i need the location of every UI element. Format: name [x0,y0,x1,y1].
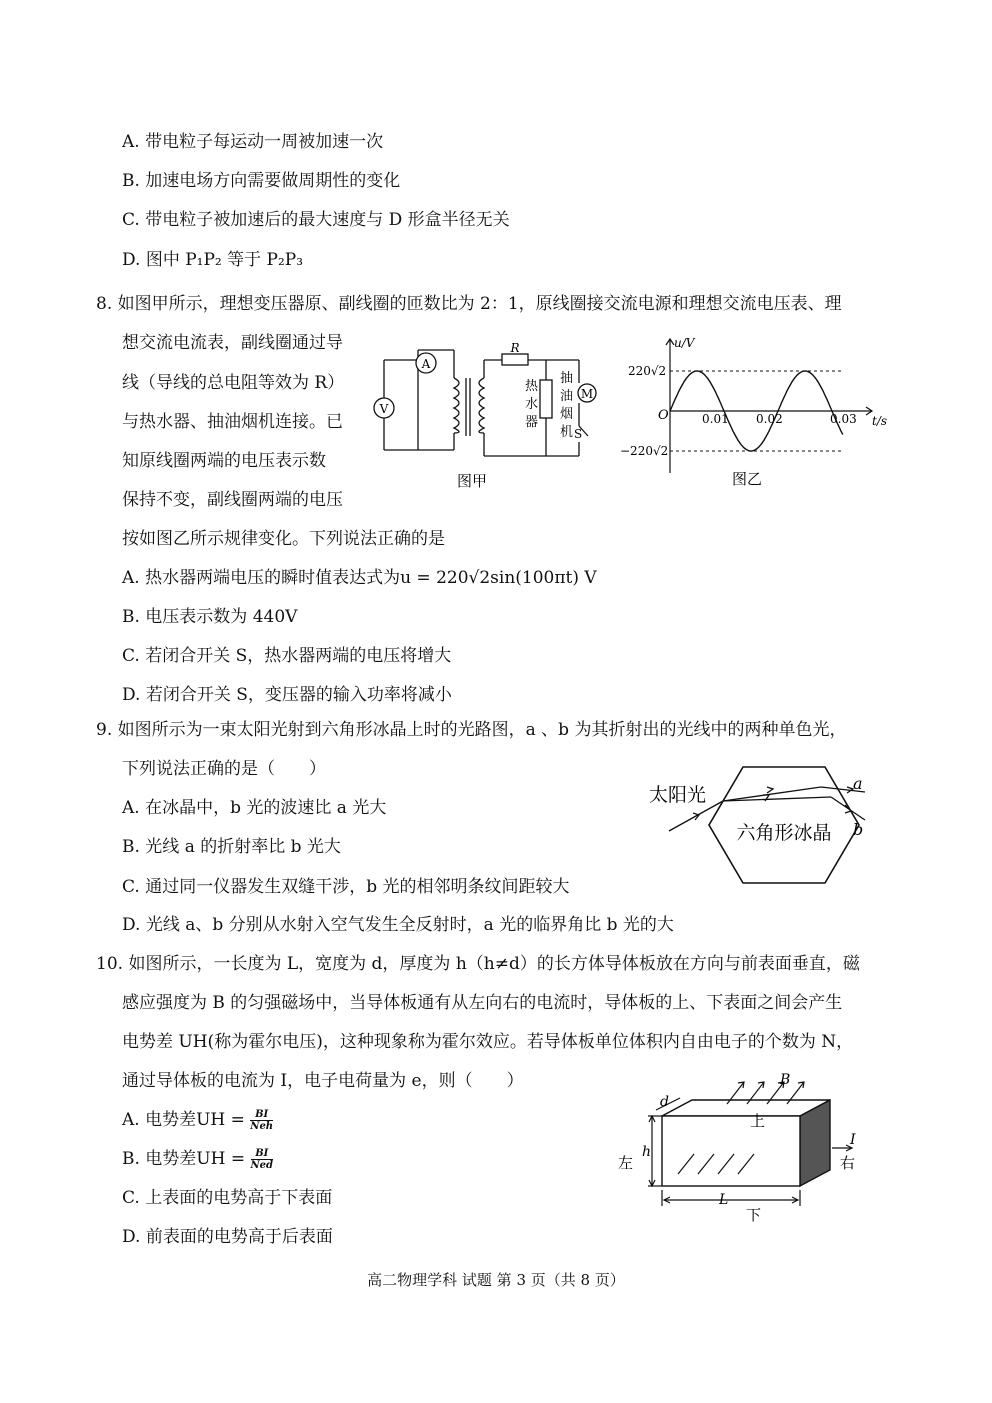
graph-ylabel: u/V [674,336,695,350]
q9-stem-2: 下列说法正确的是（ ） [122,759,326,779]
hall-left-label: 左 [618,1154,634,1172]
figure-jia-circuit [374,338,604,493]
graph-xtick-1: 0.01 [702,412,729,426]
q10-option-b-prefix: B. 电势差UH = [122,1149,251,1169]
heater-label-3: 器 [525,415,539,430]
graph-xlabel: t/s [872,414,888,428]
q10-stem-2: 感应强度为 B 的匀强磁场中，当导体板通有从左向右的电流时，导体板的上、下表面之间会产生 [122,993,843,1013]
hall-d-label: d [660,1094,669,1110]
q10-option-a-prefix: A. 电势差UH = [122,1110,251,1130]
q10-option-a [122,1109,273,1132]
hall-h-label: h [642,1144,652,1160]
q7-option-c: C. 带电粒子被加速后的最大速度与 D 形盒半径无关 [122,210,510,230]
hall-I-label: I [850,1132,856,1148]
figure-ice-crystal [645,765,885,890]
figure-jia-caption: 图甲 [456,472,488,490]
q8-option-b: B. 电压表示数为 440V [122,607,298,627]
q8-stem-2: 想交流电流表，副线圈通过导 [122,333,343,353]
q10-option-a-num: BI [250,1109,273,1121]
q8-stem-7: 按如图乙所示规律变化。下列说法正确的是 [122,529,445,549]
hall-right-label: 右 [840,1154,856,1172]
q10-option-a-fraction [250,1109,273,1132]
hood-label-2: 油 [560,389,574,404]
heater-label-2: 水 [525,397,539,412]
graph-ytick-pos: 220√2 [628,364,667,378]
hall-B-label: B [780,1072,791,1088]
voltmeter-label: V [379,402,389,416]
page-footer: 高二物理学科 试题 第 3 页（共 8 页） [367,1271,625,1289]
hall-L-label: L [719,1192,729,1208]
q7-option-a: A. 带电粒子每运动一周被加速一次 [122,132,384,152]
q8-stem-4: 与热水器、抽油烟机连接。已 [122,412,343,432]
crystal-label: 六角形冰晶 [736,822,832,844]
motor-label: M [580,387,594,401]
hall-bottom-label: 下 [746,1206,762,1224]
q10-stem-3: 电势差 UH(称为霍尔电压)，这种现象称为霍尔效应。若导体板单位体积内自由电子的个数为 N， [122,1032,854,1052]
ray-b-label: b [853,820,864,839]
q7-option-d: D. 图中 P₁P₂ 等于 P₂P₃ [122,250,304,270]
ray-a-label: a [853,774,863,793]
q7-option-b: B. 加速电场方向需要做周期性的变化 [122,171,401,191]
figure-yi-graph [622,333,892,491]
q10-stem-4: 通过导体板的电流为 I，电子电荷量为 e，则（ ） [122,1071,524,1091]
graph-ytick-neg: −220√2 [620,444,669,458]
q10-option-b-num: BI [251,1148,274,1160]
q8-stem-5: 知原线圈两端的电压表示数 [122,451,326,471]
ammeter-label: A [421,357,431,371]
hood-label-3: 烟 [560,407,574,422]
q10-option-b [122,1148,273,1171]
figure-hall-block [612,1070,872,1230]
figure-yi-caption: 图乙 [731,470,763,488]
q9-option-a: A. 在冰晶中，b 光的波速比 a 光大 [122,798,387,818]
switch-label: S [574,427,583,441]
q10-option-b-den: Ned [250,1160,274,1171]
q9-option-d: D. 光线 a、b 分别从水射入空气发生全反射时，a 光的临界角比 b 光的大 [122,915,674,935]
hall-top-label: 上 [750,1112,766,1130]
q9-option-b: B. 光线 a 的折射率比 b 光大 [122,837,341,857]
q10-stem-1: 10. 如图所示，一长度为 L，宽度为 d，厚度为 h（h≠d）的长方体导体板放在方向与前表面垂直，磁 [96,954,860,974]
q10-option-a-den: Neh [250,1121,274,1132]
q10-option-b-fraction [251,1148,274,1171]
q10-option-c: C. 上表面的电势高于下表面 [122,1188,333,1208]
q8-stem-6: 保持不变，副线圈两端的电压 [122,490,343,510]
graph-xtick-2: 0.02 [756,412,783,426]
q8-option-a: A. 热水器两端电压的瞬时值表达式为u = 220√2sin(100πt) V [122,568,597,588]
q8-option-c: C. 若闭合开关 S，热水器两端的电压将增大 [122,646,452,666]
q9-option-c: C. 通过同一仪器发生双缝干涉，b 光的相邻明条纹间距较大 [122,877,570,897]
graph-xtick-3: 0.03 [830,412,857,426]
graph-origin: O [658,408,669,423]
heater-label-1: 热 [525,379,539,394]
hood-label-4: 机 [560,425,574,440]
sunlight-label: 太阳光 [649,784,707,806]
q8-option-d: D. 若闭合开关 S，变压器的输入功率将减小 [122,685,452,705]
resistor-label: R [510,341,520,355]
hood-label-1: 抽 [560,371,574,386]
q8-stem-3: 线（导线的总电阻等效为 R） [122,373,345,393]
q8-stem-1: 8. 如图甲所示，理想变压器原、副线圈的匝数比为 2：1，原线圈接交流电源和理想交流电压表、理 [96,294,842,314]
q10-option-d: D. 前表面的电势高于后表面 [122,1227,333,1247]
q9-stem-1: 9. 如图所示为一束太阳光射到六角形冰晶上时的光路图，a 、b 为其折射出的光线中的两种单色光， [96,720,847,740]
